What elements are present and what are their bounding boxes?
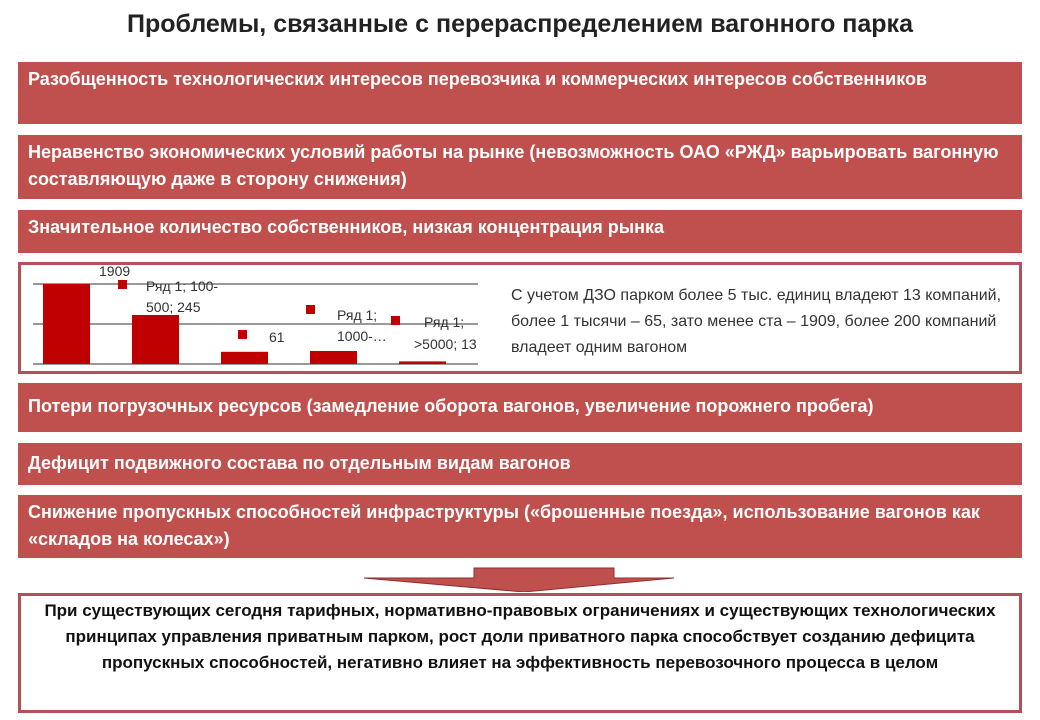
bar <box>132 315 179 364</box>
data-label: Ряд 1; 100- <box>146 278 219 294</box>
legend-marker <box>238 330 247 339</box>
bar <box>310 351 357 364</box>
page-title: Проблемы, связанные с перераспределением вагонного парка <box>127 10 913 38</box>
bar <box>399 361 446 364</box>
data-label: 500; 245 <box>146 299 201 315</box>
data-label: 1909 <box>99 265 131 279</box>
data-label: 1000-… <box>337 328 387 344</box>
chart-note: С учетом ДЗО парком более 5 тыс. единиц владеют 13 компаний, более 1 тысячи – 65, зато менее ста – 1909, более 200 компаний владеет одним вагоном <box>511 287 1002 356</box>
data-label: >5000; 13 <box>414 336 477 352</box>
bar <box>221 352 268 364</box>
problem-box: Потери погрузочных ресурсов (замедление оборота вагонов, увеличение порожнего пробега) <box>18 383 1022 432</box>
data-label: 61 <box>269 329 285 345</box>
bar <box>43 284 90 364</box>
legend-marker <box>391 316 400 325</box>
data-label: Ряд 1; <box>424 314 465 330</box>
problem-box: Неравенство экономических условий работы на рынке (невозможность ОАО «РЖД» варьировать вагонную составляющую даже в сторону снижения) <box>18 135 1022 199</box>
legend-marker <box>118 280 127 289</box>
owners-bar-chart <box>21 265 501 371</box>
down-arrow-icon <box>364 566 684 592</box>
data-label: Ряд 1; <box>337 307 378 323</box>
problem-box: Дефицит подвижного состава по отдельным видам вагонов <box>18 443 1022 485</box>
conclusion-box: При существующих сегодня тарифных, нормативно-правовых ограничениях и существующих технологических принципах управления приватным парком, рост доли приватного парка способствует созданию дефицита пропускных способностей, негативно влияет на эффективность перевозочного процесса в целом <box>18 593 1022 713</box>
problem-box: Значительное количество собственников, низкая концентрация рынка <box>18 210 1022 253</box>
problem-box: Снижение пропускных способностей инфраструктуры («брошенные поезда», использование вагонов как «складов на колесах») <box>18 495 1022 558</box>
problem-box: Разобщенность технологических интересов перевозчика и коммерческих интересов собственников <box>18 62 1022 124</box>
chart-panel <box>18 262 1022 374</box>
legend-marker <box>306 305 315 314</box>
